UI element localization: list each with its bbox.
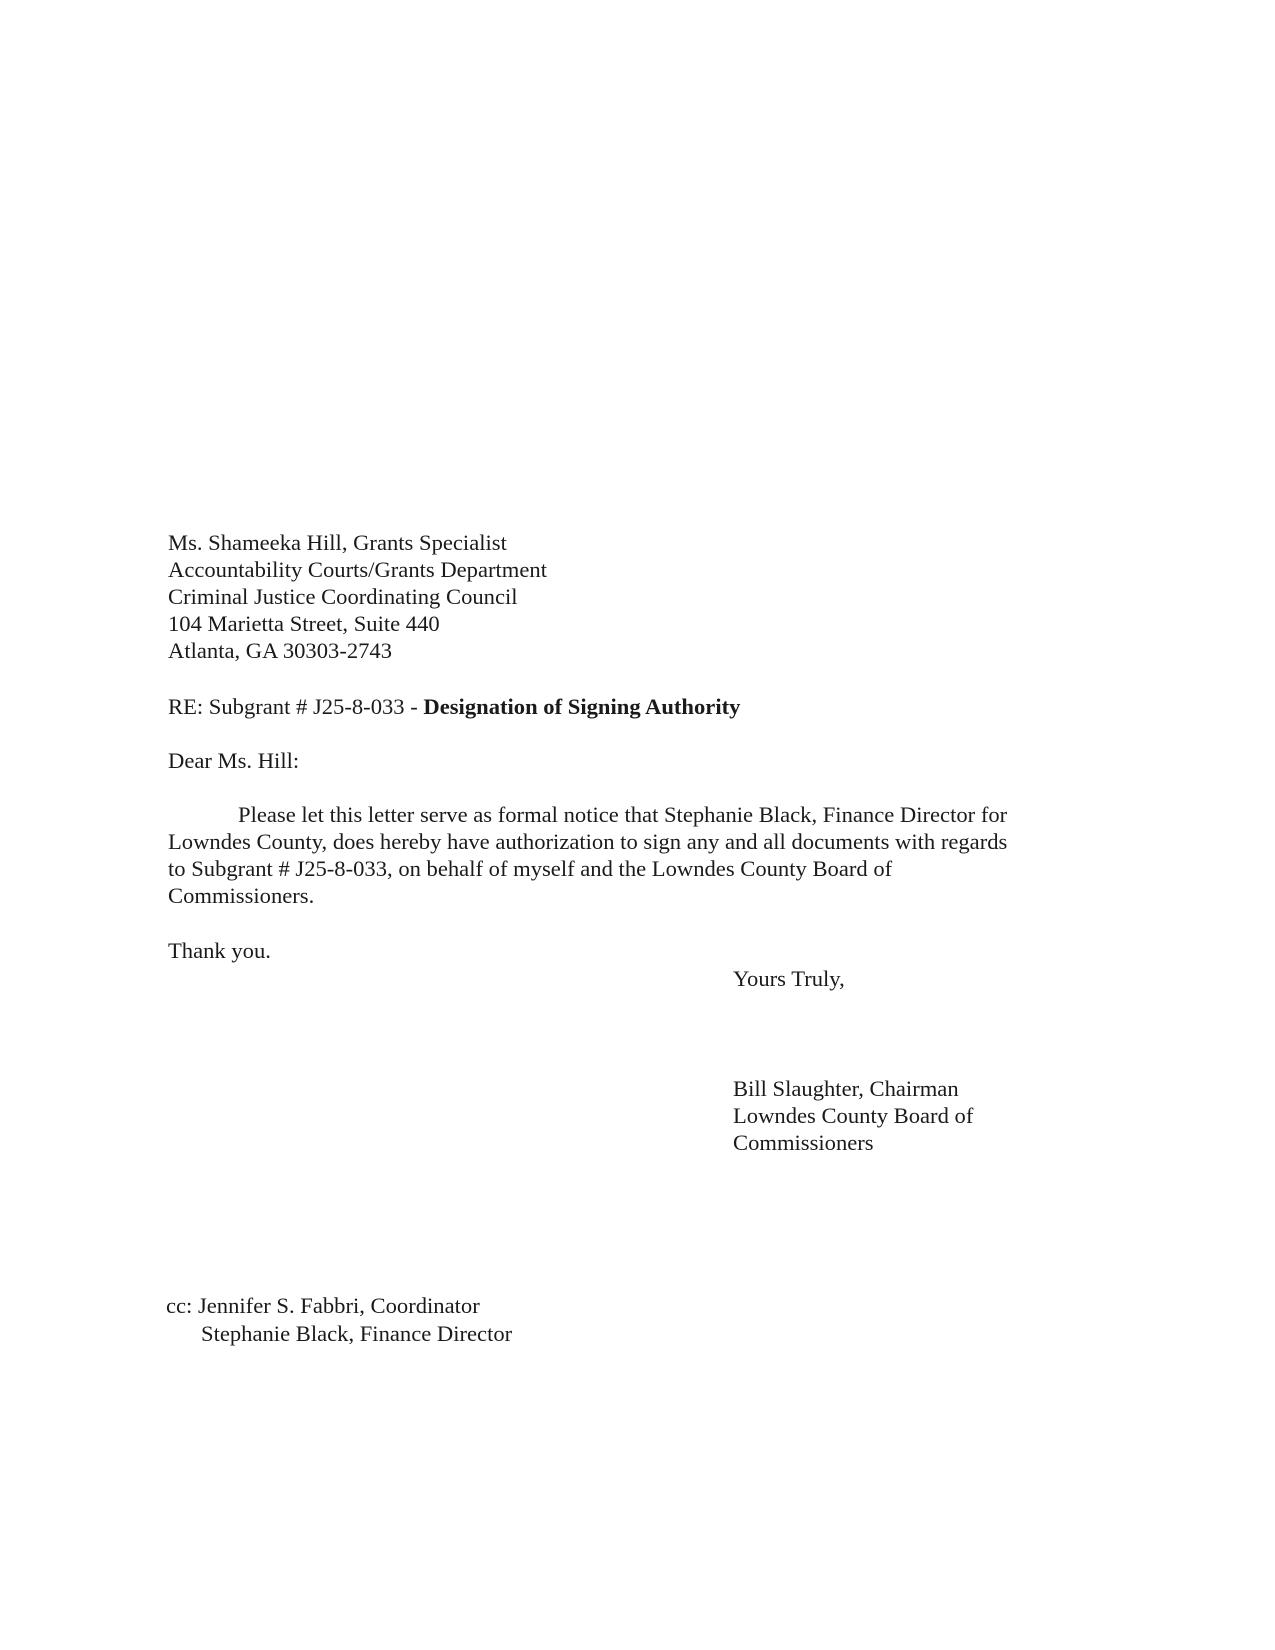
subject-prefix: RE: Subgrant # J25-8-033 -: [168, 694, 424, 719]
subject-line: [168, 693, 740, 720]
body-line: to Subgrant # J25-8-033, on behalf of myself and the Lowndes County Board of: [168, 856, 893, 881]
signer-line: Bill Slaughter, Chairman: [733, 1076, 959, 1101]
closing: Yours Truly,: [733, 966, 845, 991]
recipient-line: Atlanta, GA 30303-2743: [168, 638, 393, 663]
body-line: Lowndes County, does hereby have authorization to sign any and all documents with regards: [168, 829, 1008, 854]
thanks: Thank you.: [168, 938, 271, 963]
salutation: Dear Ms. Hill:: [168, 748, 300, 773]
recipient-line: 104 Marietta Street, Suite 440: [168, 611, 440, 636]
cc-line: cc: Jennifer S. Fabbri, Coordinator: [166, 1293, 480, 1318]
recipient-line: Accountability Courts/Grants Department: [168, 557, 547, 582]
body-line: Please let this letter serve as formal notice that Stephanie Black, Finance Director for: [238, 802, 1008, 827]
subject-title: Designation of Signing Authority: [423, 694, 741, 719]
recipient-line: Ms. Shameeka Hill, Grants Specialist: [168, 530, 507, 555]
body-line: Commissioners.: [168, 883, 315, 908]
signer-line: Lowndes County Board of: [733, 1103, 974, 1128]
recipient-line: Criminal Justice Coordinating Council: [168, 584, 518, 609]
cc-line: Stephanie Black, Finance Director: [201, 1321, 513, 1346]
signer-line: Commissioners: [733, 1130, 874, 1155]
